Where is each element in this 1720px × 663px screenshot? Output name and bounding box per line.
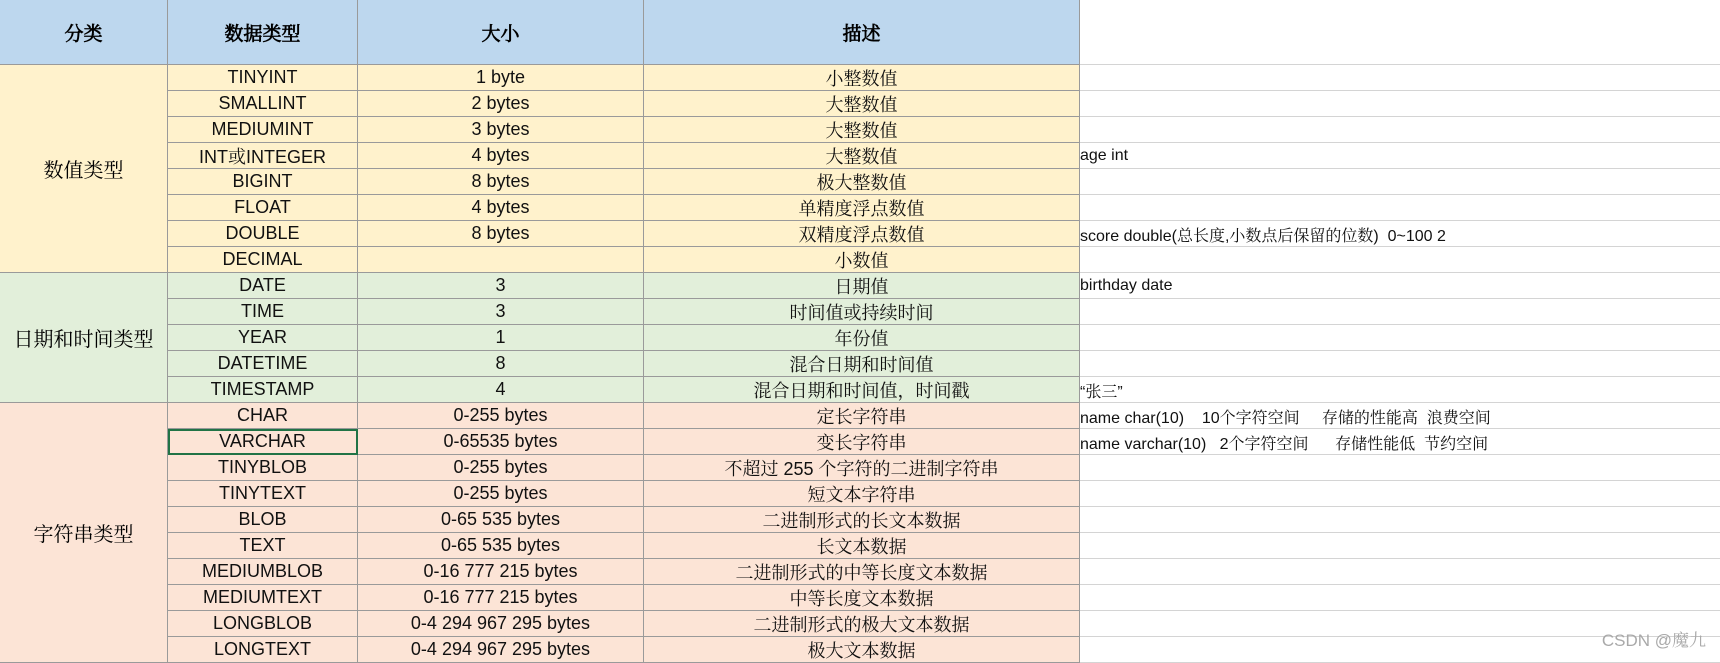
- table-row: [168, 351, 1080, 377]
- category-cell[interactable]: 日期和时间类型: [0, 273, 168, 403]
- cell-size[interactable]: 2 bytes: [358, 91, 644, 117]
- table-row: [168, 117, 1080, 143]
- csdn-watermark: CSDN @魔九: [1601, 631, 1706, 650]
- cell-data-type[interactable]: YEAR: [168, 325, 358, 351]
- cell-description[interactable]: 二进制形式的中等长度文本数据: [644, 559, 1080, 585]
- gridline: [1080, 324, 1720, 325]
- cell-data-type[interactable]: LONGBLOB: [168, 611, 358, 637]
- cell-data-type[interactable]: TINYINT: [168, 65, 358, 91]
- table-row: [168, 507, 1080, 533]
- cell-description[interactable]: 二进制形式的长文本数据: [644, 507, 1080, 533]
- table-row: [168, 377, 1080, 403]
- note-cell[interactable]: name char(10) 10个字符空间 存储的性能高 浪费空间: [1080, 409, 1491, 427]
- gridline: [1080, 116, 1720, 117]
- cell-data-type[interactable]: BIGINT: [168, 169, 358, 195]
- table-row: [168, 221, 1080, 247]
- cell-data-type[interactable]: SMALLINT: [168, 91, 358, 117]
- cell-data-type[interactable]: TIMESTAMP: [168, 377, 358, 403]
- cell-size[interactable]: 0-65 535 bytes: [358, 507, 644, 533]
- cell-size[interactable]: 3: [358, 299, 644, 325]
- cell-size[interactable]: 0-65 535 bytes: [358, 533, 644, 559]
- table-row: [168, 299, 1080, 325]
- header-size[interactable]: 大小: [358, 0, 644, 65]
- cell-size[interactable]: 0-255 bytes: [358, 455, 644, 481]
- cell-data-type[interactable]: TINYTEXT: [168, 481, 358, 507]
- cell-description[interactable]: 中等长度文本数据: [644, 585, 1080, 611]
- cell-size[interactable]: 8 bytes: [358, 221, 644, 247]
- cell-data-type[interactable]: MEDIUMTEXT: [168, 585, 358, 611]
- cell-size[interactable]: 3 bytes: [358, 117, 644, 143]
- table-row: [168, 559, 1080, 585]
- gridline: [1080, 168, 1720, 169]
- gridline: [1080, 480, 1720, 481]
- cell-size[interactable]: 0-255 bytes: [358, 403, 644, 429]
- cell-description[interactable]: 定长字符串: [644, 403, 1080, 429]
- note-cell[interactable]: age int: [1080, 147, 1129, 164]
- cell-description[interactable]: 双精度浮点数值: [644, 221, 1080, 247]
- cell-data-type[interactable]: DATETIME: [168, 351, 358, 377]
- cell-description[interactable]: 长文本数据: [644, 533, 1080, 559]
- table-row: [168, 247, 1080, 273]
- gridline: [1080, 350, 1720, 351]
- cell-size[interactable]: 0-16 777 215 bytes: [358, 585, 644, 611]
- gridline: [1080, 298, 1720, 299]
- cell-size[interactable]: 0-65535 bytes: [358, 429, 644, 455]
- cell-description[interactable]: 单精度浮点数值: [644, 195, 1080, 221]
- category-cell[interactable]: 字符串类型: [0, 403, 168, 663]
- cell-size[interactable]: 4 bytes: [358, 195, 644, 221]
- gridline: [1080, 558, 1720, 559]
- table-row: [168, 65, 1080, 91]
- cell-data-type[interactable]: LONGTEXT: [168, 637, 358, 663]
- cell-size[interactable]: 0-255 bytes: [358, 481, 644, 507]
- cell-size[interactable]: 3: [358, 273, 644, 299]
- cell-data-type[interactable]: DATE: [168, 273, 358, 299]
- cell-data-type[interactable]: MEDIUMBLOB: [168, 559, 358, 585]
- cell-size[interactable]: 1: [358, 325, 644, 351]
- cell-description[interactable]: 极大文本数据: [644, 637, 1080, 663]
- gridline: [1080, 142, 1720, 143]
- cell-size[interactable]: 0-4 294 967 295 bytes: [358, 611, 644, 637]
- cell-data-type[interactable]: MEDIUMINT: [168, 117, 358, 143]
- gridline: [1080, 90, 1720, 91]
- gridline: [1080, 194, 1720, 195]
- cell-description[interactable]: 混合日期和时间值，时间戳: [644, 377, 1080, 403]
- cell-data-type[interactable]: DOUBLE: [168, 221, 358, 247]
- gridline: [1080, 272, 1720, 273]
- table-row: [168, 455, 1080, 481]
- table-row: [168, 481, 1080, 507]
- cell-data-type[interactable]: DECIMAL: [168, 247, 358, 273]
- cell-description[interactable]: 变长字符串: [644, 429, 1080, 455]
- cell-size[interactable]: [358, 247, 644, 273]
- table-row: [168, 611, 1080, 637]
- cell-description[interactable]: 小整数值: [644, 65, 1080, 91]
- cell-size[interactable]: 8: [358, 351, 644, 377]
- cell-description[interactable]: 大整数值: [644, 91, 1080, 117]
- cell-size[interactable]: 4 bytes: [358, 143, 644, 169]
- cell-description[interactable]: 二进制形式的极大文本数据: [644, 611, 1080, 637]
- cell-description[interactable]: 混合日期和时间值: [644, 351, 1080, 377]
- cell-data-type[interactable]: TINYBLOB: [168, 455, 358, 481]
- cell-data-type[interactable]: TEXT: [168, 533, 358, 559]
- category-cell[interactable]: 数值类型: [0, 65, 168, 273]
- note-cell[interactable]: “张三”: [1080, 383, 1123, 401]
- table-row: [168, 637, 1080, 663]
- cell-data-type[interactable]: BLOB: [168, 507, 358, 533]
- cell-size[interactable]: 1 byte: [358, 65, 644, 91]
- table-row: [168, 195, 1080, 221]
- cell-data-type[interactable]: TIME: [168, 299, 358, 325]
- table-row: [168, 169, 1080, 195]
- table-row: [168, 429, 1080, 455]
- cell-description[interactable]: 年份值: [644, 325, 1080, 351]
- cell-data-type[interactable]: CHAR: [168, 403, 358, 429]
- cell-description[interactable]: 时间值或持续时间: [644, 299, 1080, 325]
- gridline: [1080, 610, 1720, 611]
- cell-description[interactable]: 小数值: [644, 247, 1080, 273]
- table-row: [168, 273, 1080, 299]
- gridline: [1080, 376, 1720, 377]
- cell-data-type[interactable]: VARCHAR: [168, 429, 358, 455]
- table-row: [168, 585, 1080, 611]
- cell-size[interactable]: 4: [358, 377, 644, 403]
- cell-description[interactable]: 极大整数值: [644, 169, 1080, 195]
- table-row: [168, 533, 1080, 559]
- table-row: [168, 143, 1080, 169]
- note-cell[interactable]: birthday date: [1080, 277, 1173, 294]
- table-row: [168, 91, 1080, 117]
- table-row: [168, 325, 1080, 351]
- note-cell[interactable]: name varchar(10) 2个字符空间 存储性能低 节约空间: [1080, 435, 1489, 453]
- gridline: [1080, 506, 1720, 507]
- cell-size[interactable]: 0-4 294 967 295 bytes: [358, 637, 644, 663]
- cell-data-type[interactable]: FLOAT: [168, 195, 358, 221]
- header-category[interactable]: 分类: [0, 0, 168, 65]
- cell-description[interactable]: 日期值: [644, 273, 1080, 299]
- note-cell[interactable]: score double(总长度,小数点后保留的位数) 0~100 2: [1080, 227, 1446, 245]
- cell-data-type[interactable]: INT或INTEGER: [168, 143, 358, 169]
- gridline: [1080, 64, 1720, 65]
- cell-description[interactable]: 不超过 255 个字符的二进制字符串: [644, 455, 1080, 481]
- header-data-type[interactable]: 数据类型: [168, 0, 358, 65]
- cell-size[interactable]: 8 bytes: [358, 169, 644, 195]
- table-row: [168, 403, 1080, 429]
- gridline: [1080, 584, 1720, 585]
- header-description[interactable]: 描述: [644, 0, 1080, 65]
- cell-size[interactable]: 0-16 777 215 bytes: [358, 559, 644, 585]
- cell-description[interactable]: 大整数值: [644, 117, 1080, 143]
- gridline: [1080, 532, 1720, 533]
- cell-description[interactable]: 短文本字符串: [644, 481, 1080, 507]
- cell-description[interactable]: 大整数值: [644, 143, 1080, 169]
